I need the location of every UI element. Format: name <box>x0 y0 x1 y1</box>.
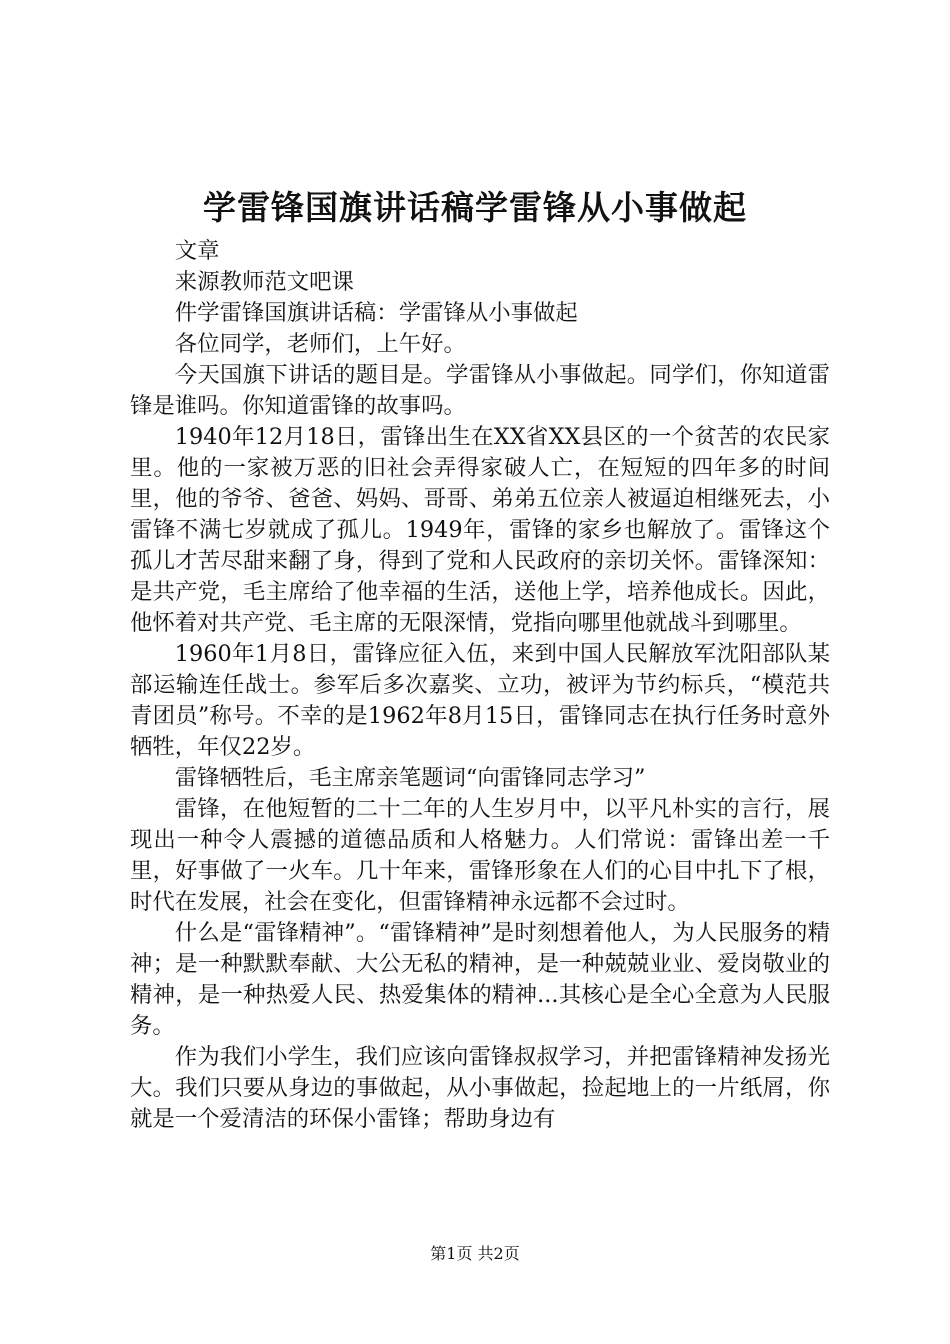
paragraph: 来源教师范文吧课 <box>174 269 354 295</box>
page-number-footer: 第1页 共2页 <box>430 1244 520 1263</box>
paragraph: 雷锋牺牲后，毛主席亲笔题词“向雷锋同志学习” <box>174 765 646 791</box>
paragraph: 文章 <box>174 238 220 264</box>
paragraph: 各位同学，老师们，上午好。 <box>174 331 466 357</box>
paragraph: 什么是“雷锋精神”。“雷锋精神”是时刻想着他人，为人民服务的精神；是一种默默奉献、大公无私的精神，是一种兢兢业业、爱岗敬业的精神，是一种热爱人民、热爱集体的精神...其核心是全心全意为人民服务。 <box>130 920 830 1039</box>
document-body <box>130 236 830 1135</box>
paragraph: 雷锋，在他短暂的二十二年的人生岁月中，以平凡朴实的言行，展现出一种令人震撼的道德品质和人格魅力。人们常说：雷锋出差一千里，好事做了一火车。几十年来，雷锋形象在人们的心目中扎下了根，时代在发展，社会在变化，但雷锋精神永远都不会过时。 <box>130 796 830 915</box>
paragraph: 1940年12月18日，雷锋出生在XX省XX县区的一个贫苦的农民家里。他的一家被万恶的旧社会弄得家破人亡，在短短的四年多的时间里，他的爷爷、爸爸、妈妈、哥哥、弟弟五位亲人被逼迫相继死去，小雷锋不满七岁就成了孤儿。1949年，雷锋的家乡也解放了。雷锋这个孤儿才苦尽甜来翻了身，得到了党和人民政府的亲切关怀。雷锋深知：是共产党，毛主席给了他幸福的生活，送他上学，培养他成长。因此，他怀着对共产党、毛主席的无限深情，党指向哪里他就战斗到哪里。 <box>130 424 830 636</box>
paragraph: 1960年1月8日，雷锋应征入伍，来到中国人民解放军沈阳部队某部运输连任战士。参军后多次嘉奖、立功，被评为节约标兵，“模范共青团员”称号。不幸的是1962年8月15日，雷锋同志在执行任务时意外牺牲，年仅22岁。 <box>130 641 830 760</box>
paragraph: 今天国旗下讲话的题目是。学雷锋从小事做起。同学们，你知道雷锋是谁吗。你知道雷锋的故事吗。 <box>130 362 830 419</box>
paragraph: 件学雷锋国旗讲话稿：学雷锋从小事做起 <box>174 300 578 326</box>
paragraph: 作为我们小学生，我们应该向雷锋叔叔学习，并把雷锋精神发扬光大。我们只要从身边的事做起，从小事做起，捡起地上的一片纸屑，你就是一个爱清洁的环保小雷锋；帮助身边有 <box>130 1044 830 1132</box>
document-title: 学雷锋国旗讲话稿学雷锋从小事做起 <box>203 188 747 227</box>
